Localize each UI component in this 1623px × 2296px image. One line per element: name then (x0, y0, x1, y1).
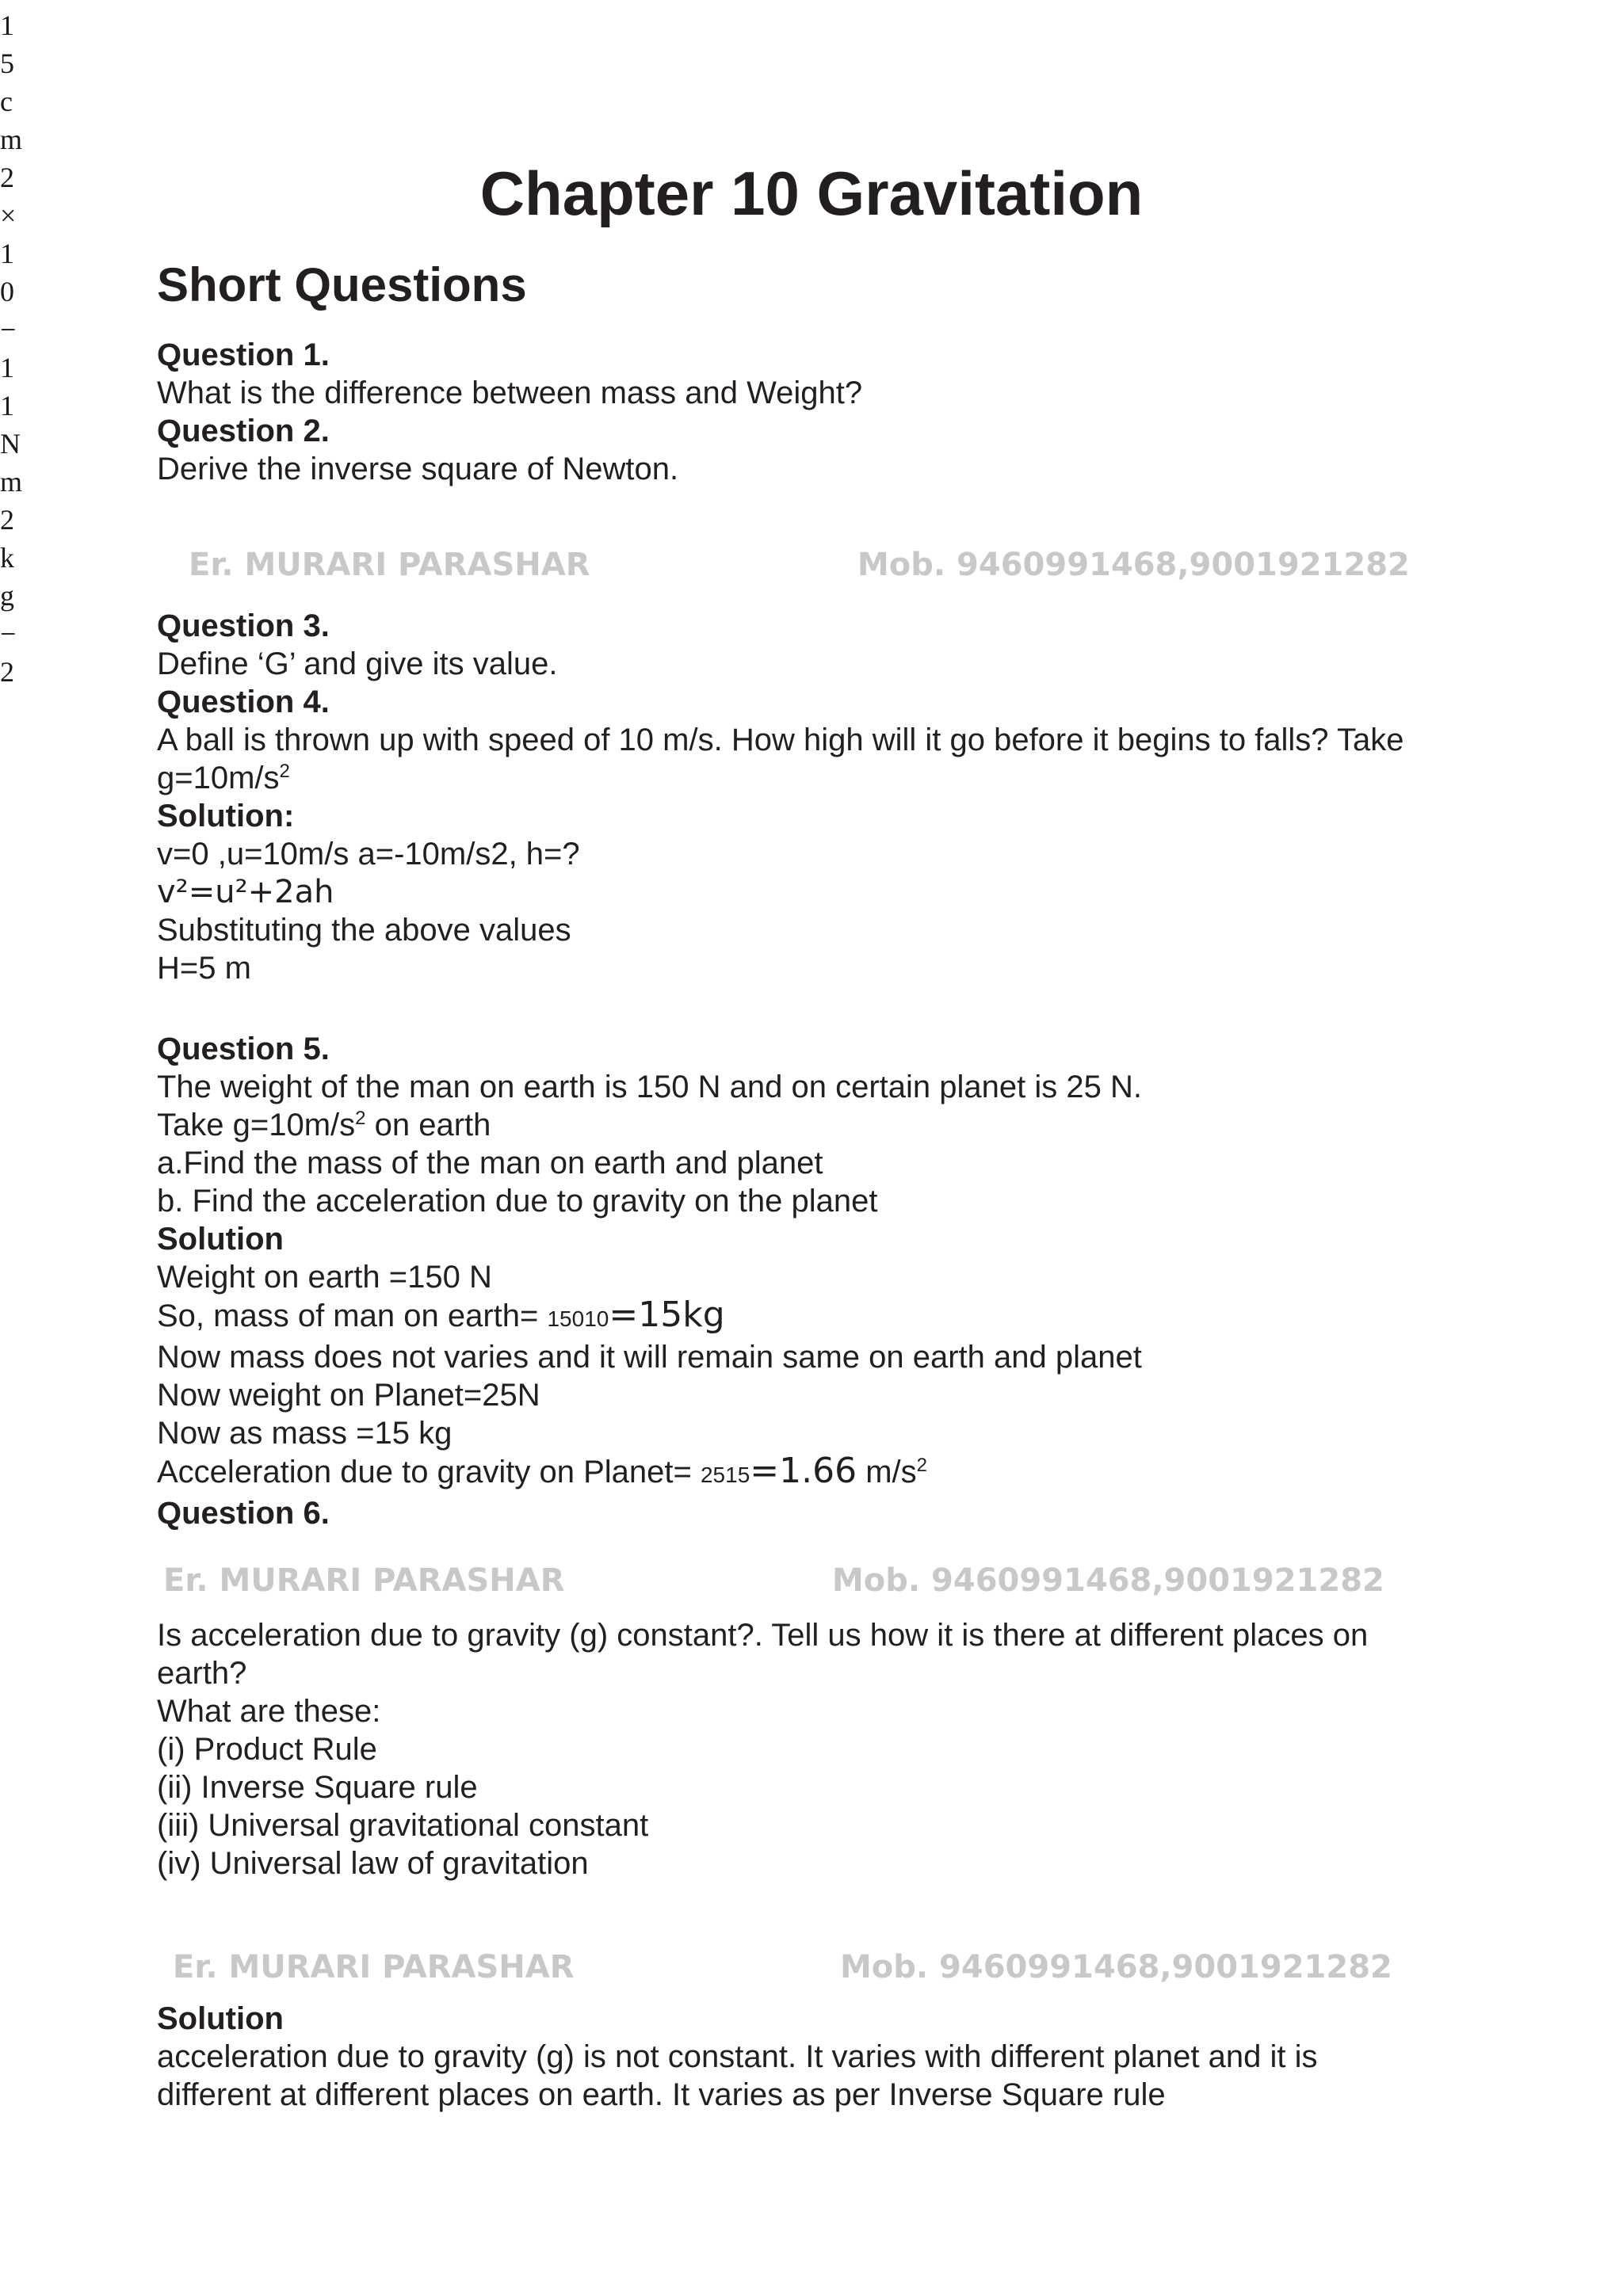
question-4-solution-line: v=0 ,u=10m/s a=-10m/s2, h=? (157, 837, 580, 871)
solution-line (157, 1296, 1472, 1338)
solution-line: Now as mass =15 kg (157, 1416, 453, 1451)
watermark-phone: Mob. 9460991468,9001921282 (857, 547, 1410, 583)
result-value: =15kg (609, 1295, 725, 1335)
side-char: 2 (0, 162, 14, 193)
question-6-solution-label: Solution (157, 2001, 284, 2036)
watermark-phone: Mob. 9460991468,9001921282 (840, 1949, 1392, 1985)
question-2-label: Question 2. (157, 414, 330, 448)
list-item: (i) Product Rule (157, 1732, 377, 1767)
question-1-text: What is the difference between mass and Weight? (157, 376, 863, 410)
side-char: m (0, 466, 23, 498)
side-char: 1 (0, 352, 14, 383)
solution-line: different at different places on earth. It varies as per Inverse Square rule (157, 2077, 1166, 2112)
solution-line: Weight on earth =150 N (157, 1260, 492, 1295)
list-item: (iv) Universal law of gravitation (157, 1846, 589, 1881)
solution-line: Now weight on Planet=25N (157, 1378, 540, 1413)
question-4-answer: H=5 m (157, 951, 251, 986)
question-5-label: Question 5. (157, 1032, 330, 1066)
solution-line: Now mass does not varies and it will remain same on earth and planet (157, 1340, 1142, 1375)
question-6-solution (157, 2000, 1472, 2114)
side-char: c (0, 86, 13, 117)
side-char: 2 (0, 504, 14, 536)
question-block-3-4 (157, 607, 1472, 987)
solution-line (157, 1452, 1472, 1494)
page-title: Chapter 10 Gravitation (479, 158, 1144, 228)
side-char: − (0, 618, 17, 650)
superscript: 2 (916, 1455, 928, 1476)
question-3-text: Define ‘G’ and give its value. (157, 646, 558, 681)
question-6-text: What are these: (157, 1694, 381, 1729)
watermark-name: Er. MURARI PARASHAR (189, 547, 590, 583)
side-char: g (0, 580, 14, 612)
list-item: (iii) Universal gravitational constant (157, 1808, 649, 1843)
question-4-text-cont (157, 759, 1472, 797)
text-part: Take g=10m/s (157, 1108, 356, 1142)
side-char: N (0, 428, 21, 460)
section-heading: Short Questions (157, 258, 527, 311)
question-block-5 (157, 1030, 1472, 1532)
side-char: 1 (0, 10, 14, 41)
question-6-label: Question 6. (157, 1496, 330, 1531)
question-6-text: Is acceleration due to gravity (g) constant?. Tell us how it is there at different places on (157, 1618, 1369, 1653)
text-part: Acceleration due to gravity on Planet= (157, 1455, 701, 1489)
question-4-solution-line: Substituting the above values (157, 913, 571, 948)
superscript: 2 (355, 1108, 366, 1129)
question-1-label: Question 1. (157, 338, 330, 372)
side-char: × (0, 200, 17, 231)
superscript: 2 (279, 761, 290, 782)
list-item: (ii) Inverse Square rule (157, 1770, 478, 1805)
question-4-label: Question 4. (157, 685, 330, 719)
question-5-text (157, 1106, 1472, 1144)
watermark-phone: Mob. 9460991468,9001921282 (832, 1562, 1384, 1599)
question-5-part-b: b. Find the acceleration due to gravity on the planet (157, 1184, 878, 1219)
gravity-value: g=10m/s (157, 761, 280, 795)
side-char: 2 (0, 656, 14, 688)
unit: m/s (857, 1455, 917, 1489)
side-char: 0 (0, 276, 14, 307)
fraction: 2515 (700, 1463, 750, 1487)
side-char: − (0, 314, 17, 345)
side-text (0, 6, 21, 691)
watermark-name: Er. MURARI PARASHAR (163, 1562, 565, 1599)
question-4-solution-label: Solution: (157, 799, 295, 833)
side-char: k (0, 542, 14, 574)
question-5-solution-label: Solution (157, 1222, 284, 1257)
result-value: =1.66 (750, 1451, 857, 1491)
side-char: 5 (0, 48, 14, 79)
side-char: m (0, 124, 23, 155)
question-4-text: A ball is thrown up with speed of 10 m/s. How high will it go before it begins to falls? Take (157, 723, 1404, 757)
question-3-label: Question 3. (157, 608, 330, 643)
question-2-text: Derive the inverse square of Newton. (157, 452, 679, 486)
question-5-text: The weight of the man on earth is 150 N and on certain planet is 25 N. (157, 1070, 1142, 1104)
text-part: on earth (365, 1108, 491, 1142)
side-char: 1 (0, 390, 14, 421)
question-block-6 (157, 1616, 1472, 1882)
question-block-1-2 (157, 336, 1472, 488)
solution-line: acceleration due to gravity (g) is not constant. It varies with different planet and it is (157, 2039, 1318, 2074)
fraction: 15010 (547, 1306, 609, 1331)
text-part: So, mass of man on earth= (157, 1299, 548, 1333)
equation: v²=u²+2ah (157, 874, 334, 910)
side-char: 1 (0, 238, 14, 269)
question-6-text: earth? (157, 1656, 247, 1691)
watermark-name: Er. MURARI PARASHAR (173, 1949, 575, 1985)
question-5-part-a: a.Find the mass of the man on earth and planet (157, 1146, 823, 1180)
